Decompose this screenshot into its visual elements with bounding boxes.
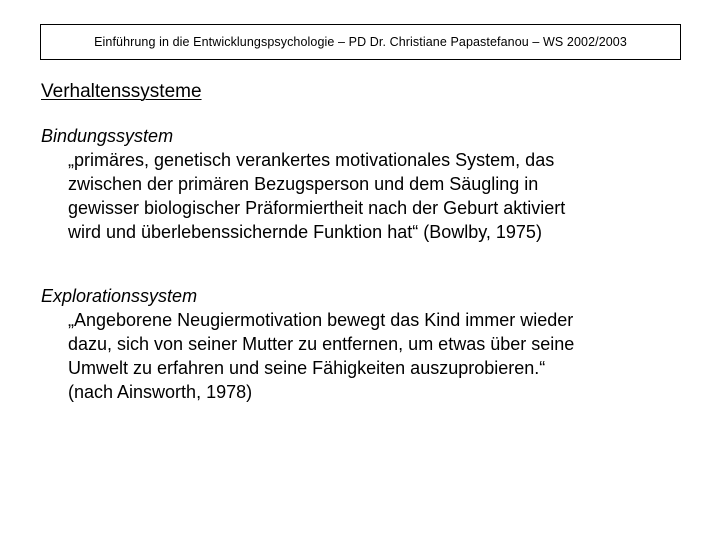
quote-line: „primäres, genetisch verankertes motivationales System, das (68, 150, 555, 170)
course-header: Einführung in die Entwicklungspsychologie – PD Dr. Christiane Papastefanou – WS 2002/2003 (94, 35, 627, 49)
section-explorationssystem (41, 284, 681, 404)
section-heading: Bindungssystem (41, 126, 174, 146)
section-quote (41, 148, 681, 244)
section-quote (41, 308, 681, 404)
quote-line: „Angeborene Neugiermotivation bewegt das Kind immer wieder (68, 310, 574, 330)
header-box (40, 24, 681, 60)
quote-line: Umwelt zu erfahren und seine Fähigkeiten auszuprobieren.“ (68, 358, 546, 378)
quote-line: dazu, sich von seiner Mutter zu entfernen, um etwas über seine (68, 334, 575, 354)
quote-line: wird und überlebenssichernde Funktion hat“ (Bowlby, 1975) (68, 222, 542, 242)
quote-line: zwischen der primären Bezugsperson und dem Säugling in (68, 174, 539, 194)
quote-line: gewisser biologischer Präformiertheit nach der Geburt aktiviert (68, 198, 566, 218)
section-bindungssystem (41, 124, 681, 244)
quote-line: (nach Ainsworth, 1978) (68, 382, 253, 402)
slide-title: Verhaltenssysteme (41, 81, 202, 102)
section-heading: Explorationssystem (41, 286, 198, 306)
